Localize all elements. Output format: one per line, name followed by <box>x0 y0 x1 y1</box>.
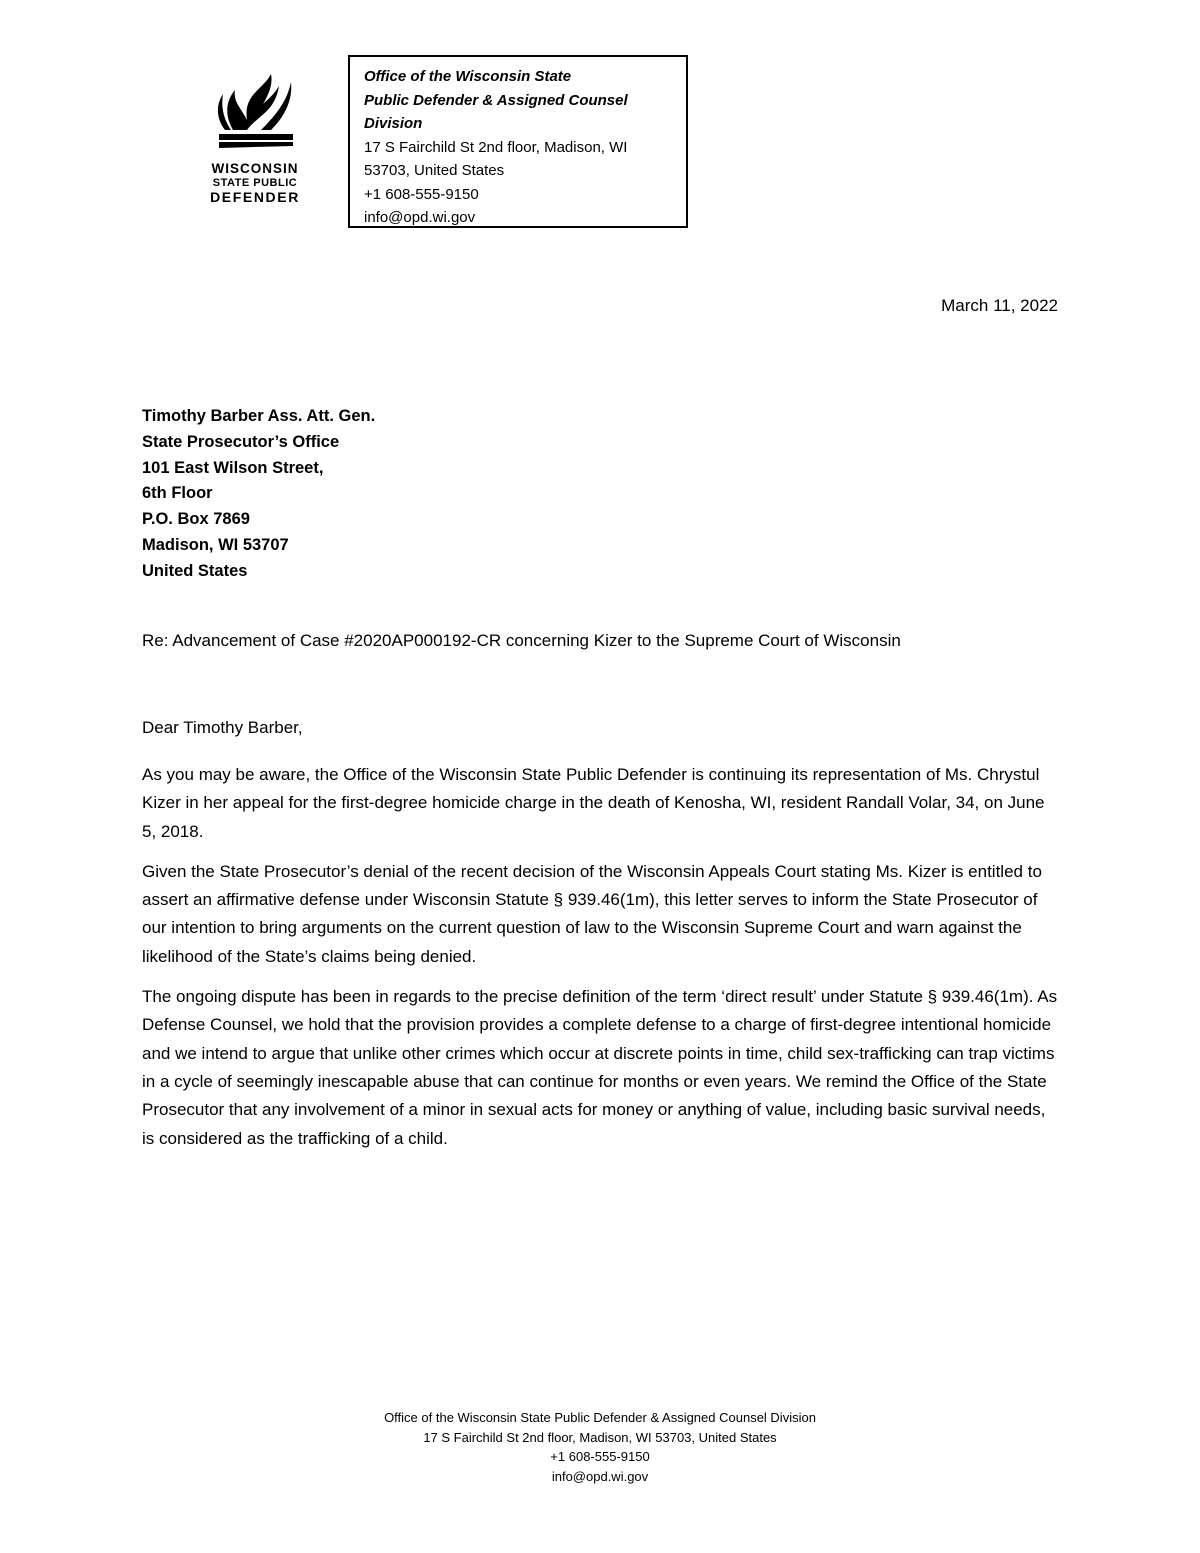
recipient-line: P.O. Box 7869 <box>142 510 250 529</box>
body-paragraph: As you may be aware, the Office of the Wisconsin State Public Defender is continuing its representation of Ms. Chrystul Kizer in her appeal for the first-degree homicide charge in the death of Kenosha, WI, resident Randall Volar, 34, on June 5, 2018. <box>142 765 1045 841</box>
footer-email[interactable]: info@opd.wi.gov <box>551 1468 649 1484</box>
office-email[interactable]: info@opd.wi.gov <box>364 209 476 226</box>
recipient-line: 6th Floor <box>142 484 213 503</box>
logo-text-state-public: STATE PUBLIC <box>212 177 298 189</box>
office-name-line: Public Defender & Assigned Counsel <box>364 91 628 109</box>
letter-date: March 11, 2022 <box>941 296 1058 315</box>
office-address-line: 53703, United States <box>364 162 505 179</box>
salutation: Dear Timothy Barber, <box>142 718 303 737</box>
body-paragraph: The ongoing dispute has been in regards to the precise definition of the term ‘direct result’ under Statute § 939.46(1m). As Defense Counsel, we hold that the provision provides a complete defense to a charge of first-degree intentional homicide and we intend to argue that unlike other crimes which occur at discrete points in time, child sex-trafficking can trap victims in a cycle of seemingly inescapable abuse that can continue for months or even years. We remind the Office of the State Prosecutor that any involvement of a minor in sexual acts for money or anything of value, including basic survival needs, is considered as the trafficking of a child. <box>142 987 1058 1148</box>
footer-office-name: Office of the Wisconsin State Public Defender & Assigned Counsel Division <box>384 1410 816 1425</box>
recipient-line: United States <box>142 561 248 580</box>
recipient-line: 101 East Wilson Street, <box>142 458 324 477</box>
letter-body <box>142 761 1062 1165</box>
office-name-line: Division <box>364 115 423 132</box>
footer-phone: +1 608-555-9150 <box>550 1449 650 1464</box>
logo-text-wisconsin: WISCONSIN <box>211 161 299 176</box>
letterhead-address-box <box>348 55 688 228</box>
recipient-line: State Prosecutor’s Office <box>142 432 340 451</box>
subject-line: Re: Advancement of Case #2020AP000192-CR concerning Kizer to the Supreme Court of Wisconsin <box>142 631 901 650</box>
body-paragraph: Given the State Prosecutor’s denial of the recent decision of the Wisconsin Appeals Court stating Ms. Kizer is entitled to assert an affirmative defense under Wisconsin Statute § 939.46(1m), this letter serves to inform the State Prosecutor of our intention to bring arguments on the current question of law to the Wisconsin Supreme Court and warn against the likelihood of the State’s claims being denied. <box>142 861 1042 966</box>
recipient-line: Timothy Barber Ass. Att. Gen. <box>142 407 376 425</box>
footer-address: 17 S Fairchild St 2nd floor, Madison, WI 53703, United States <box>423 1429 777 1445</box>
office-name-line: Office of the Wisconsin State <box>364 68 572 85</box>
logo-text-defender: DEFENDER <box>210 189 300 205</box>
office-phone: +1 608-555-9150 <box>364 185 479 203</box>
flame-emblem-icon <box>213 72 297 162</box>
page-footer <box>0 1408 1200 1486</box>
recipient-address-block <box>142 404 375 585</box>
organization-logo <box>205 72 305 204</box>
recipient-line: Madison, WI 53707 <box>142 535 289 554</box>
office-address-line: 17 S Fairchild St 2nd floor, Madison, WI <box>364 138 628 156</box>
